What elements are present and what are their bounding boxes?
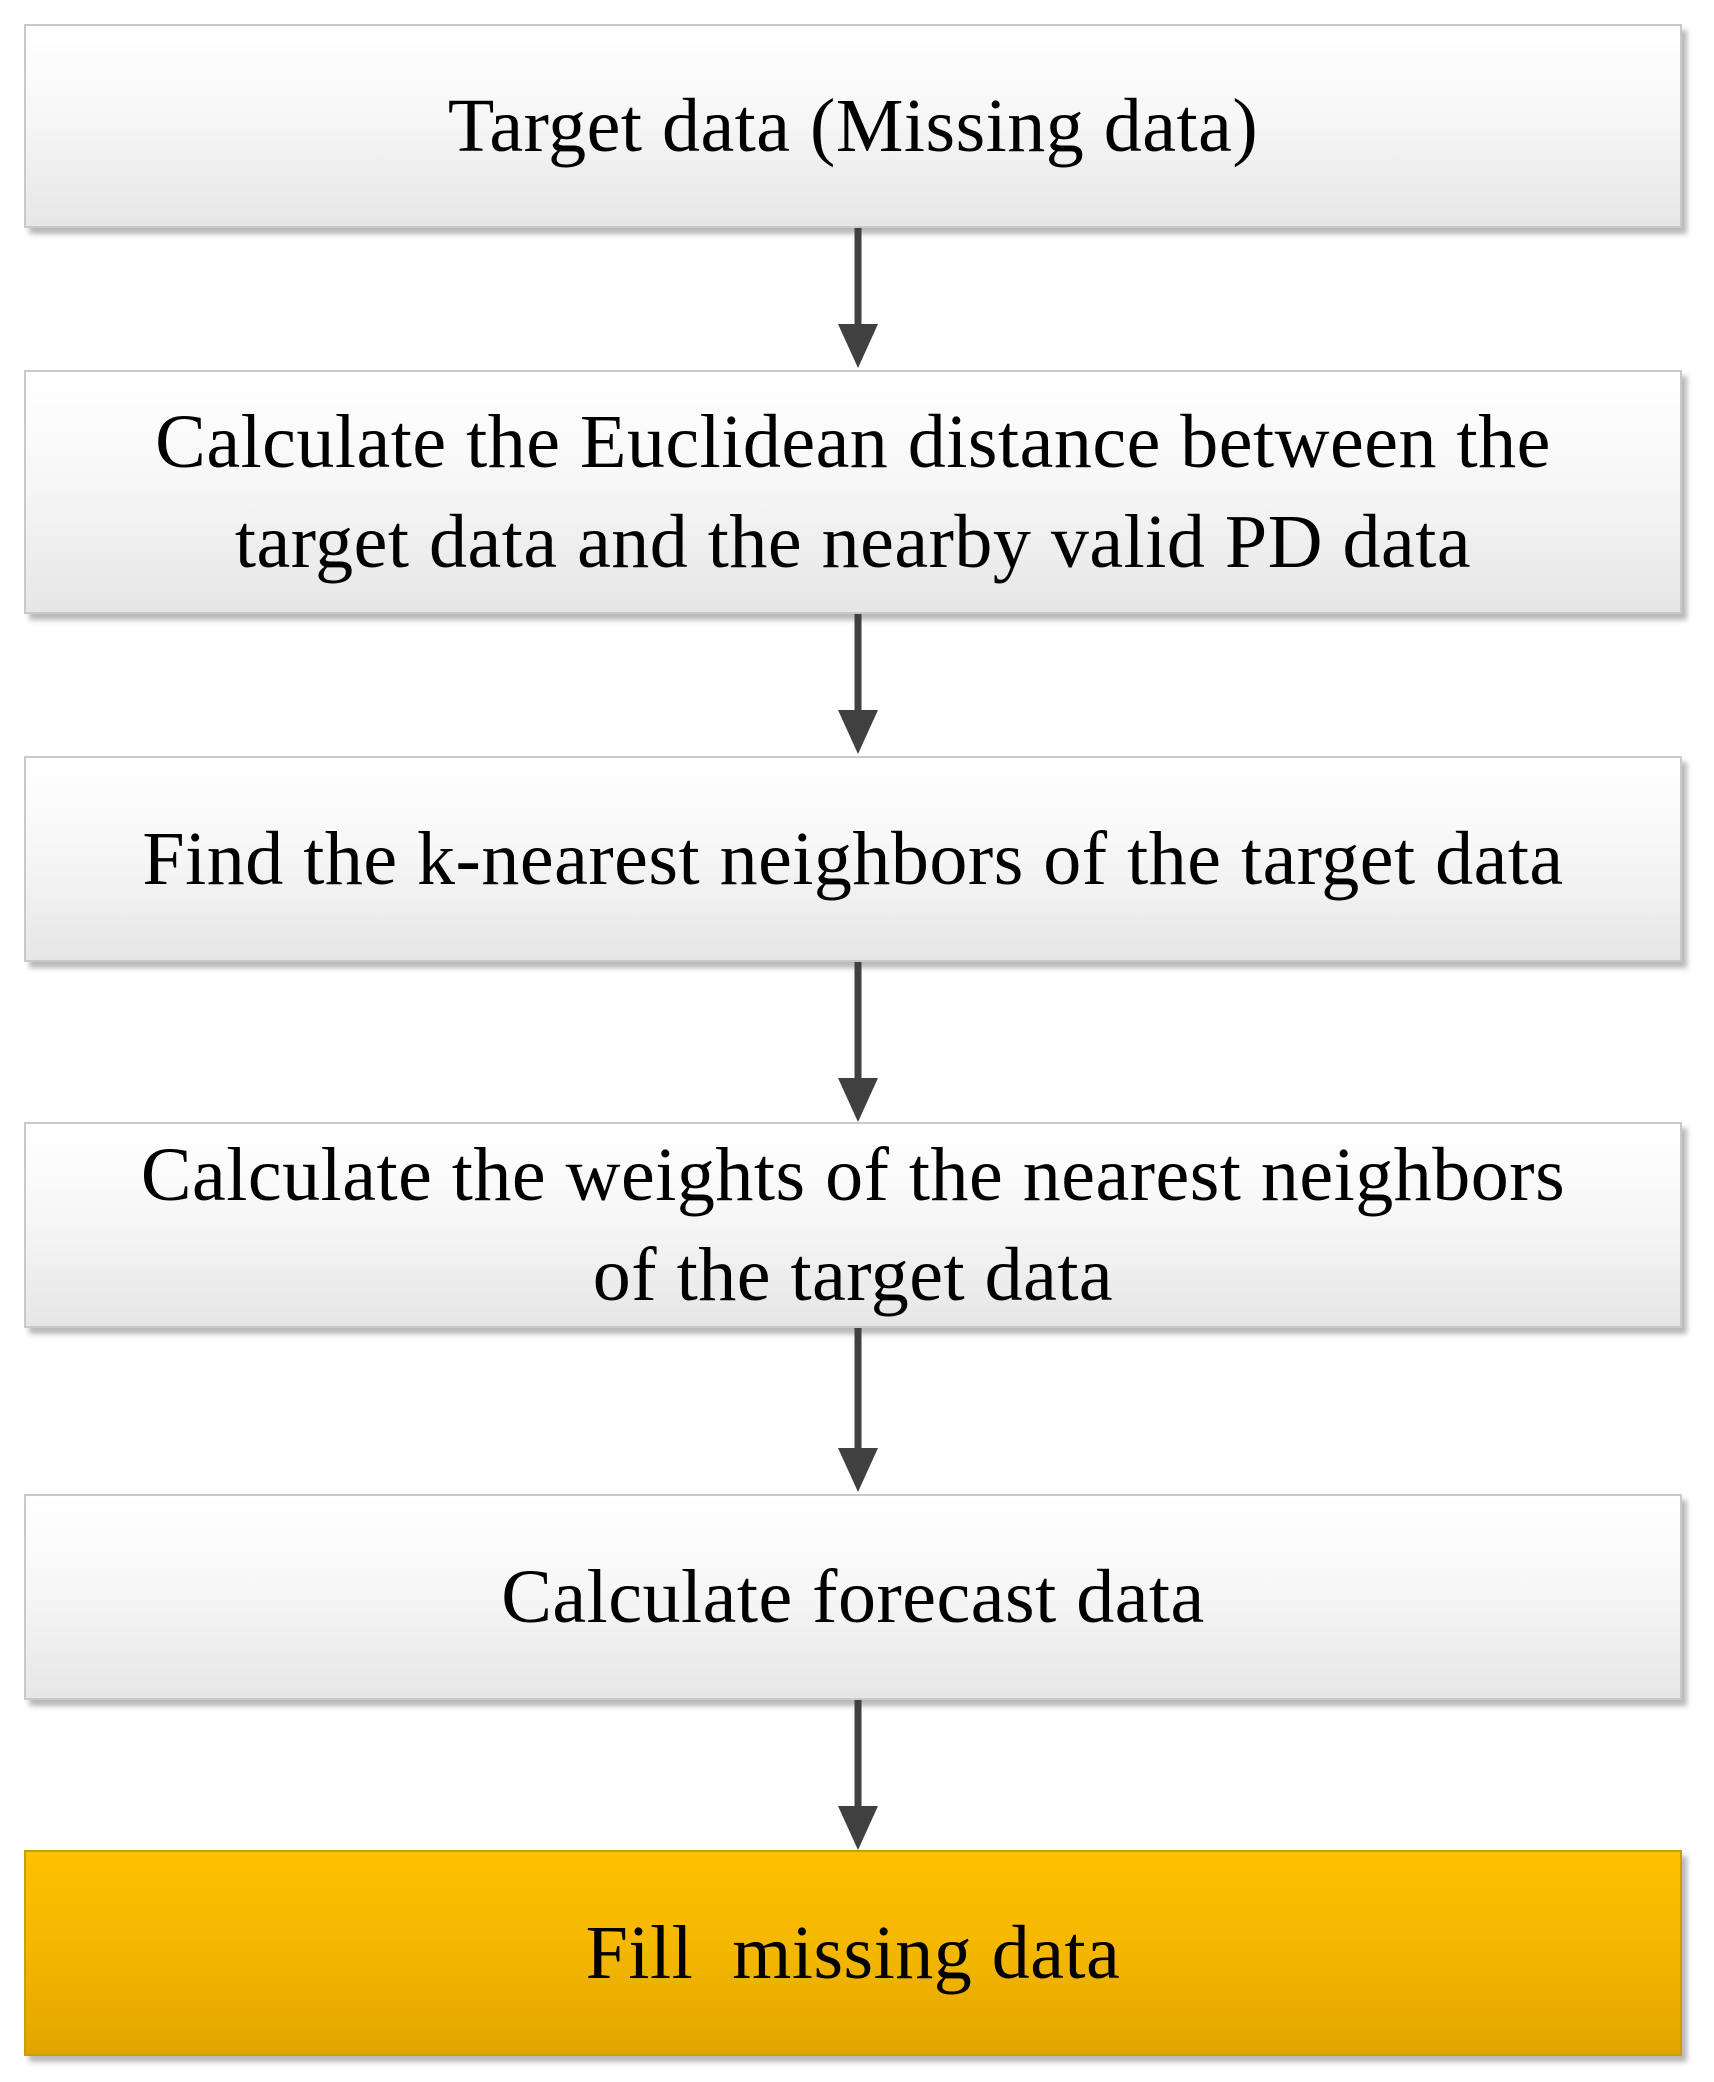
step-box-euclidean-distance — [24, 370, 1682, 614]
arrow-down-icon — [836, 228, 880, 368]
arrow-down-icon — [836, 962, 880, 1122]
step-box-neighbor-weights — [24, 1122, 1682, 1328]
arrow-down-icon — [836, 1328, 880, 1492]
step-box-target-data — [24, 24, 1682, 228]
step-label: Target data (Missing data) — [447, 84, 1259, 168]
arrow-down-icon — [836, 1700, 880, 1850]
step-box-forecast-data — [24, 1494, 1682, 1700]
step-label: Fill missing data — [585, 1911, 1121, 1995]
arrow-down-icon — [836, 614, 880, 754]
step-label: Find the k-nearest neighbors of the target data — [142, 817, 1564, 901]
step-label: Calculate forecast data — [501, 1555, 1205, 1639]
step-box-k-nearest-neighbors — [24, 756, 1682, 962]
step-label: Calculate the Euclidean distance between the target data and the nearby valid PD data — [155, 400, 1551, 584]
step-label: Calculate the weights of the nearest neighbors of the target data — [140, 1133, 1566, 1317]
step-box-fill-missing-data — [24, 1850, 1682, 2056]
